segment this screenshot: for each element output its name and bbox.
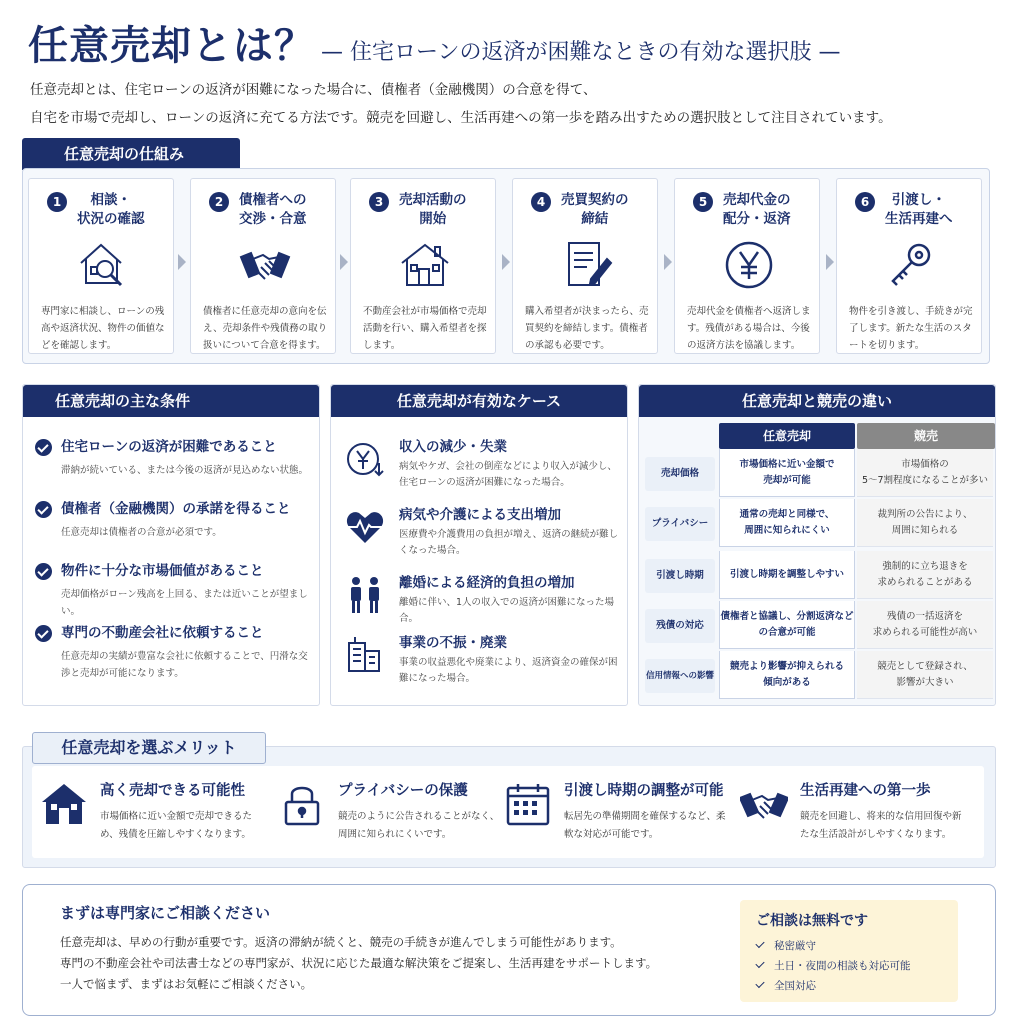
free-consult-title: ご相談は無料です [756,913,868,929]
step-card-5 [674,178,820,354]
step-desc: 購入希望者が決まったら、売買契約を締結します。債権者の承認も必要です。 [525,306,649,351]
page-title-main: 任意売却とは？ [28,23,315,69]
merit-item: 高く売却できる可能性 市場価格に近い金額で売却できるため、残債を圧縮しやすくなります。 [40,780,270,844]
check-circle-icon [35,563,52,580]
merits-heading: 任意売却を選ぶメリット [32,732,266,764]
step-number: 2 [209,192,229,212]
merit-item: 引渡し時期の調整が可能 転居先の準備期間を確保するなど、柔軟な対応が可能です。 [504,780,734,844]
step-title: 引渡し・ 生活再建へ [885,192,953,227]
check-circle-icon [35,439,52,456]
row-header: 残債の対応 [645,609,715,643]
calendar-icon [504,780,552,828]
contract-icon [561,239,613,291]
house-search-icon [77,239,129,291]
step-card-1 [28,178,174,354]
merit-item: 生活再建への第一歩 競売を回避し、将来的な信用回復や新たな生活設計がしやすくなります。 [740,780,970,844]
free-consult-item: 土日・夜間の相談も対応可能 [756,958,911,973]
step-arrow-icon [664,254,672,270]
free-consult-box [740,900,958,1002]
mechanism-heading: 任意売却の仕組み [22,138,240,170]
case-item: 収入の減少・失業 病気やケガ、会社の倒産などにより収入が減少し、住宅ローンの返済が困難になった場合。 [345,437,625,491]
step-card-3 [350,178,496,354]
house-icon [399,239,451,291]
step-number: 4 [531,192,551,212]
row-header: 売却価格 [645,457,715,491]
row-header: プライバシー [645,507,715,541]
condition-item: 専門の不動産会社に依頼すること 任意売却の実績が豊富な会社に依頼することで、円滑な交渉と売却が可能になります。 [35,623,315,682]
row-header: 信用情報への影響 [645,659,715,693]
intro-line-2: 自宅を市場で売却し、ローンの返済に充てる方法です。競売を回避し、生活再建への第一歩を踏み出すための選択肢として注目されています。 [30,110,892,126]
step-number: 1 [47,192,67,212]
building-icon [345,635,385,675]
condition-item: 住宅ローンの返済が困難であること 滞納が続いている、または今後の返済が見込めない状態。 [35,437,315,479]
cmp-cell-keibai: 裁判所の公告により、 周囲に知られる [857,499,993,547]
case-item: 病気や介護による支出増加 医療費や介護費用の負担が増え、返済の継続が難しくなった場合。 [345,505,625,559]
cmp-cell-keibai: 残債の一括返済を 求められる可能性が高い [857,601,993,649]
check-icon [755,939,764,948]
case-item: 事業の不振・廃業 事業の収益悪化や廃業により、返済資金の確保が困難になった場合。 [345,633,625,687]
free-consult-item: 秘密厳守 [756,938,816,953]
yen-icon [723,239,775,291]
cmp-cell-ninbai: 市場価格に近い金額で 売却が可能 [719,449,855,497]
step-desc: 債権者に任意売却の意向を伝え、売却条件や残債務の取り扱いについて合意を得ます。 [203,306,328,351]
col-header-ninbai: 任意売却 [719,423,855,449]
consult-title: まずは専門家にご相談ください [60,904,271,922]
col-header-keibai: 競売 [857,423,995,449]
step-arrow-icon [178,254,186,270]
check-icon [755,979,764,988]
page-title-sub: — 住宅ローンの返済が困難なときの有効な選択肢 — [321,40,841,65]
check-icon [755,959,764,968]
step-arrow-icon [502,254,510,270]
step-title: 売買契約の 締結 [561,192,629,227]
check-circle-icon [35,625,52,642]
conditions-panel [22,384,320,706]
handshake-icon [239,239,291,291]
condition-item: 物件に十分な市場価値があること 売却価格がローン残高を上回る、または近いことが望ましい。 [35,561,315,620]
consult-body: 任意売却は、早めの行動が重要です。返済の滞納が続くと、競売の手続きが進んでしまう可能性があります。 専門の不動産会社や司法書士などの専門家が、状況に応じた最適な解決策をご提案し、生活再建をサポートします。 一人で悩まず、まずはお気軽にご相談ください。 [60,935,658,991]
cmp-cell-ninbai: 競売より影響が抑えられる 傾向がある [719,651,855,699]
step-card-6 [836,178,982,354]
step-card-4 [512,178,658,354]
row-header: 引渡し時期 [645,559,715,593]
cmp-cell-ninbai: 引渡し時期を調整しやすい [719,551,855,599]
case-item: 離婚による経済的負担の増加 離婚に伴い、1人の収入での返済が困難になった場合。 [345,573,625,627]
page-title [28,14,1008,71]
intro-text [30,76,1000,132]
step-title: 相談・ 状況の確認 [77,192,145,227]
key-icon [885,239,937,291]
cases-heading: 任意売却が有効なケース [331,385,627,417]
step-desc: 売却代金を債権者へ返済します。残債がある場合は、今後の返済方法を協議します。 [687,306,811,351]
cmp-cell-ninbai: 通常の売却と同様で、 周囲に知られにくい [719,499,855,547]
house-icon [40,780,88,828]
step-title: 売却活動の 開始 [399,192,467,227]
step-title: 売却代金の 配分・返済 [723,192,791,227]
comparison-heading: 任意売却と競売の違い [639,385,995,417]
step-arrow-icon [340,254,348,270]
cmp-cell-keibai: 強制的に立ち退きを 求められることがある [857,551,993,599]
step-desc: 専門家に相談し、ローンの残高や返済状況、物件の価値などを確認します。 [41,306,165,351]
comparison-panel [638,384,996,706]
check-circle-icon [35,501,52,518]
cmp-cell-keibai: 市場価格の 5〜7割程度になることが多い [857,449,993,497]
step-desc: 不動産会社が市場価格で売却活動を行い、購入希望者を探します。 [363,306,487,351]
step-number: 5 [693,192,713,212]
conditions-heading: 任意売却の主な条件 [23,385,319,417]
step-arrow-icon [826,254,834,270]
yen-down-icon [345,439,385,479]
free-consult-item: 全国対応 [756,978,816,993]
cases-panel [330,384,628,706]
step-card-2 [190,178,336,354]
cmp-cell-ninbai: 債権者と協議し、分割返済など の合意が可能 [719,601,855,649]
heart-pulse-icon [345,507,385,547]
merit-item: プライバシーの保護 競売のように公告されることがなく、周囲に知られにくいです。 [278,780,508,844]
handshake-icon [740,780,788,828]
step-number: 6 [855,192,875,212]
step-desc: 物件を引き渡し、手続きが完了します。新たな生活のスタートを切ります。 [849,306,973,351]
intro-line-1: 任意売却とは、住宅ローンの返済が困難になった場合に、債権者（金融機関）の合意を得て、 [30,82,597,98]
cmp-cell-keibai: 競売として登録され、 影響が大きい [857,651,993,699]
condition-item: 債権者（金融機関）の承諾を得ること 任意売却は債権者の合意が必須です。 [35,499,315,541]
lock-icon [278,780,326,828]
people-icon [345,575,385,615]
step-title: 債権者への 交渉・合意 [239,192,307,227]
step-number: 3 [369,192,389,212]
